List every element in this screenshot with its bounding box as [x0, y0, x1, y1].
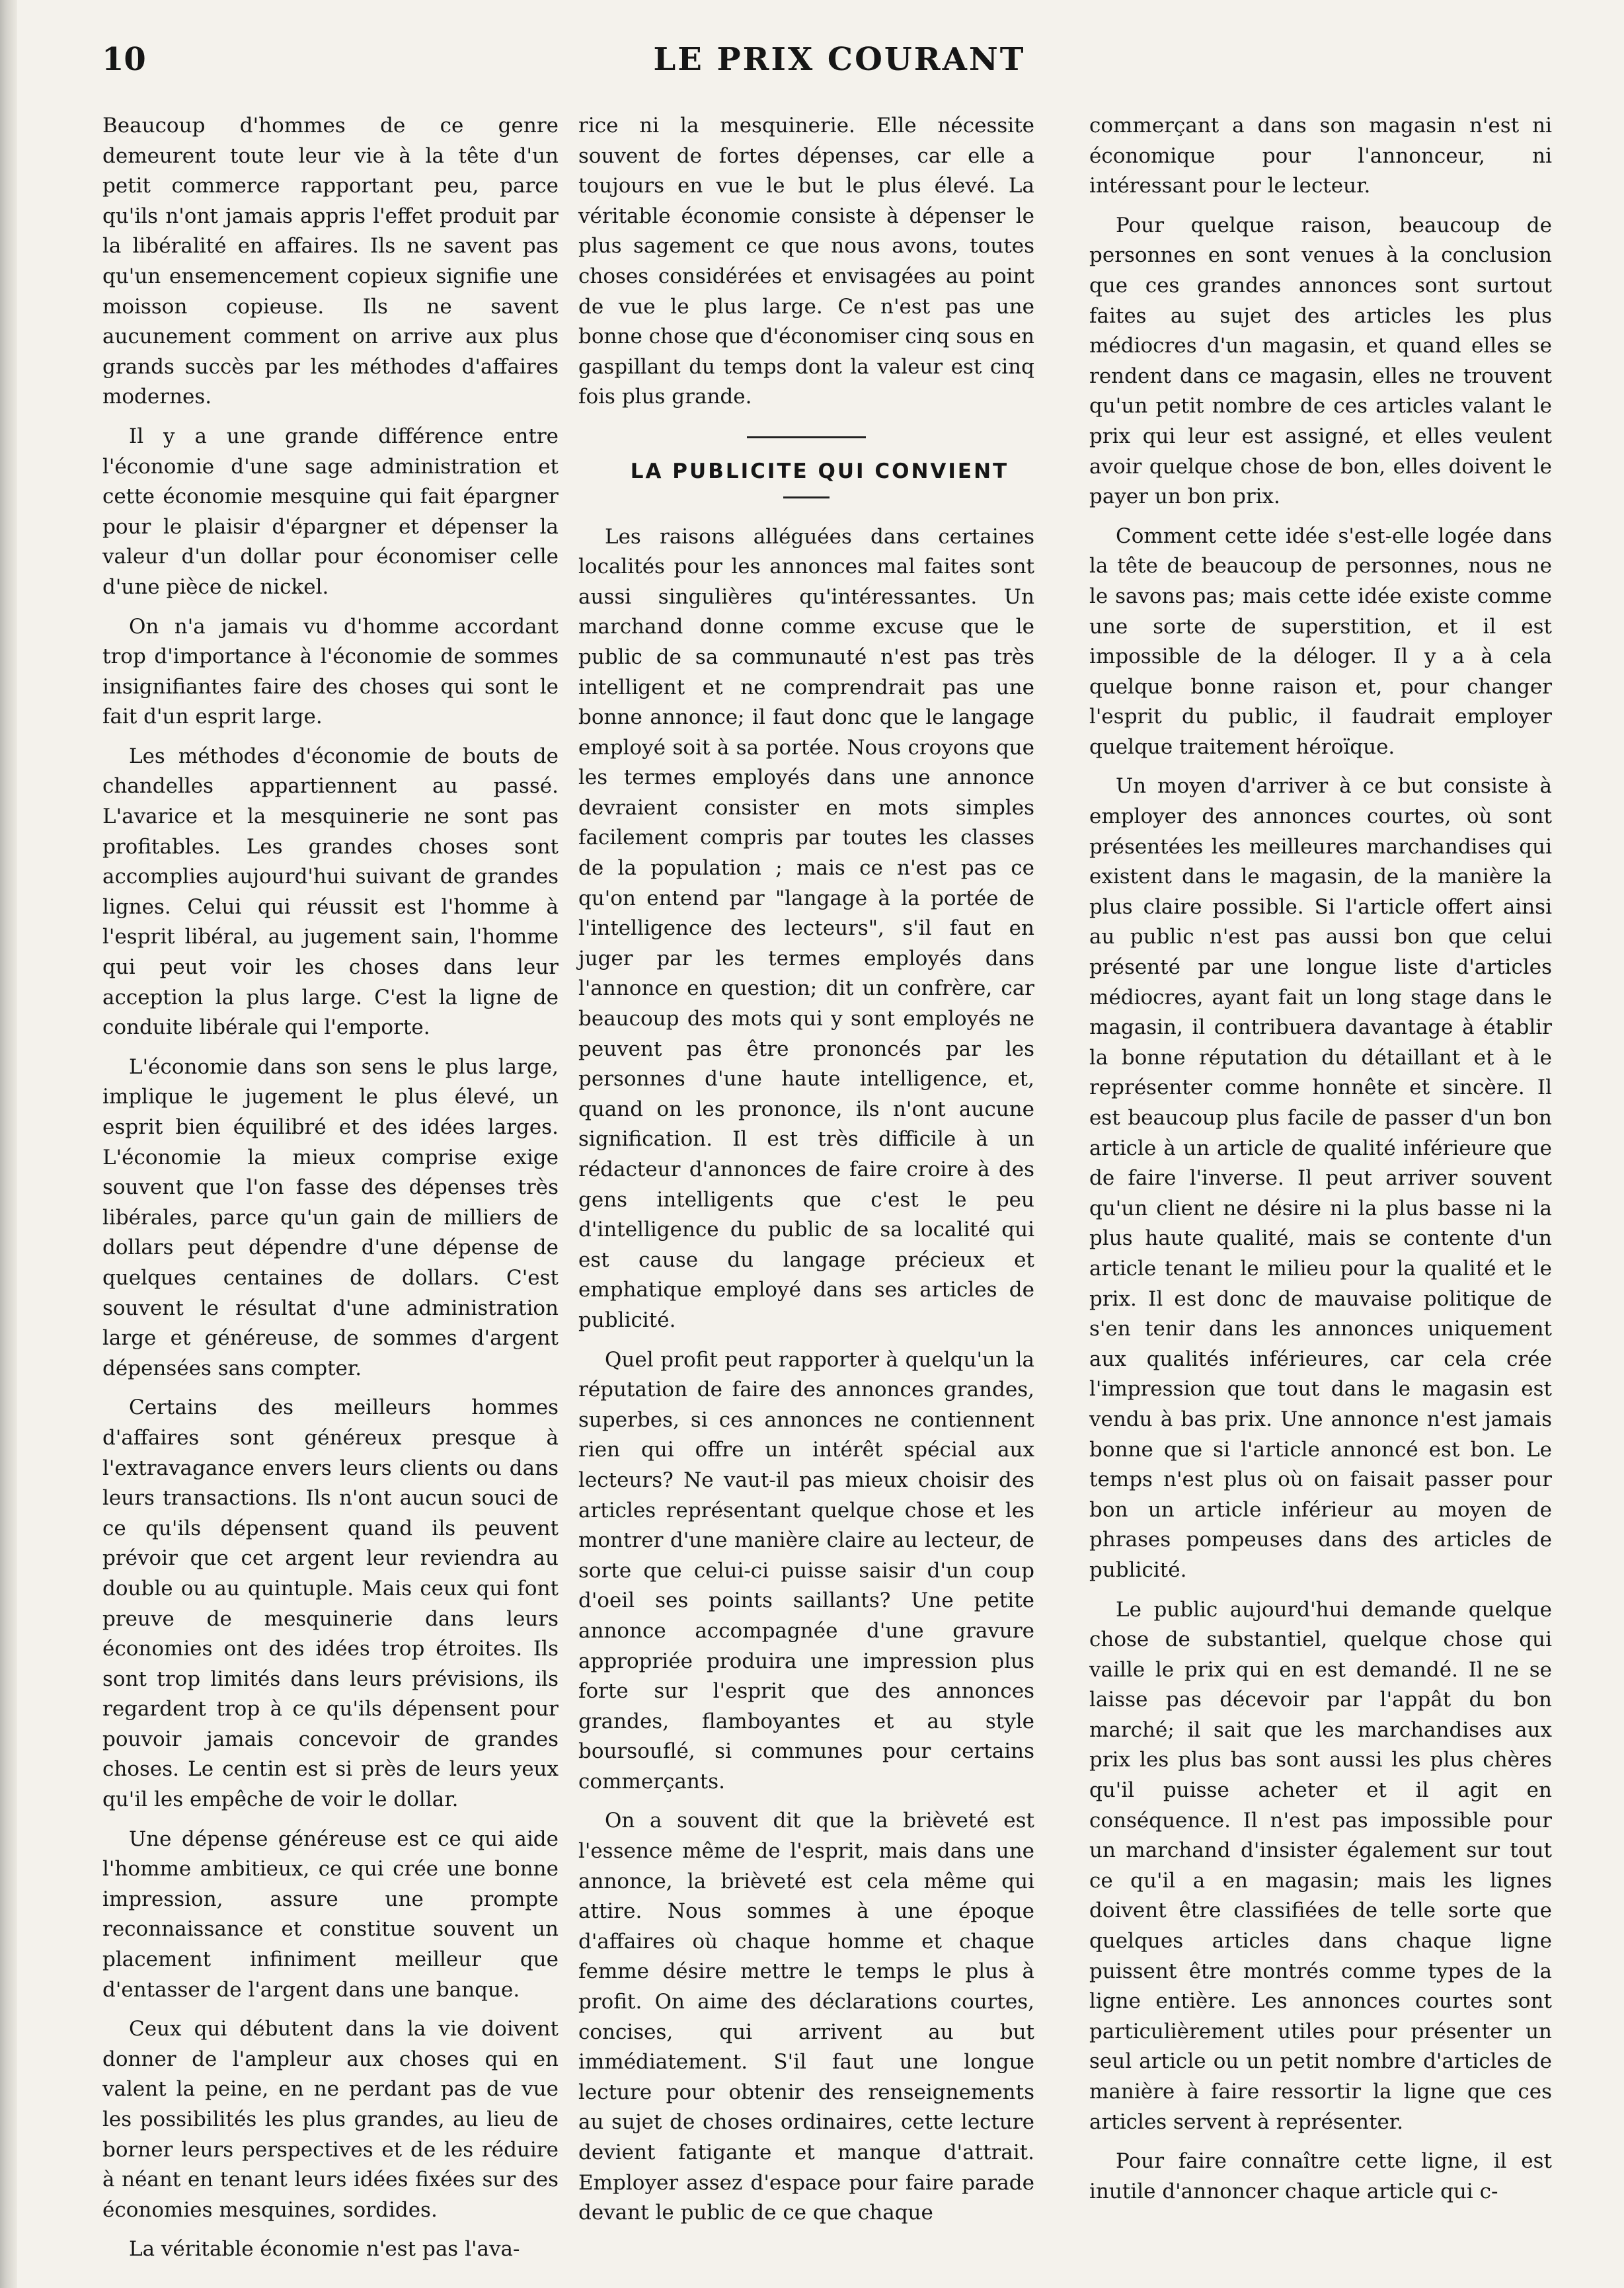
paragraph: Il y a une grande différence entre l'économie d'une sage administration et cette économie mesquine qui fait épargner pour le plaisir d'épargner et dépenser la valeur d'un dollar pour économiser celle d'une pièce de nickel.: [102, 424, 559, 599]
paragraph: L'économie dans son sens le plus large, implique le jugement le plus élevé, un esprit bien équilibré et des idées larges. L'économie la mieux comprise exige souvent que l'on fasse des dépenses très libérales, parce qu'un gain de milliers de dollars peut dépendre d'une dépense de quelques centaines de dollars. C'est souvent le résultat d'une administration large et généreuse, de sommes d'argent dépensées sans compter.: [102, 1054, 559, 1380]
paragraph: La véritable économie n'est pas l'ava-: [129, 2237, 520, 2262]
paragraph: Pour quelque raison, beaucoup de personnes en sont venues à la conclusion que ces grandes annonces sont surtout faites au sujet des articles les plus médiocres d'un magasin, et quand elles se rendent dans ce magasin, elles ne trouvent qu'un petit nombre de ces articles valant le prix qui leur est assigné, et elles veulent avoir quelque chose de bon, elles doivent le payer un bon prix.: [1089, 213, 1552, 509]
column-3: [1089, 111, 1552, 2216]
journal-title: LE PRIX COURANT: [653, 41, 1026, 78]
section-divider: [747, 436, 866, 438]
paragraph: On a souvent dit que la brièveté est l'essence même de l'esprit, mais dans une annonce, la brièveté est cela même qui attire. Nous sommes à une époque d'affaires où chaque homme et chaque femme désire mettre le temps le plus à profit. On aime des déclarations courtes, concises, qui arrivent au but immédiatement. S'il faut une longue lecture pour obtenir des renseignements au sujet de choses ordinaires, cette lecture devient fatigante et manque d'attrait. Employer assez d'espace pour faire parade devant le public de ce que chaque: [578, 1809, 1034, 2225]
paragraph: Quel profit peut rapporter à quelqu'un la réputation de faire des annonces grandes, superbes, si ces annonces ne contiennent rien qui offre un intérêt spécial aux lecteurs? Ne vaut-il pas mieux choisir des articles représentant quelque chose et les montrer d'une manière claire au lecteur, de sorte que celui-ci puisse saisir d'un coup d'oeil ses points saillants? Une petite annonce accompagnée d'une gravure appropriée produira une impression plus forte sur l'esprit que des annonces grandes, flamboyantes et au style boursouflé, si communes pour certains commerçants.: [578, 1347, 1034, 1794]
paragraph: Les méthodes d'économie de bouts de chandelles appartiennent au passé. L'avarice et la mesquinerie ne sont pas profitables. Les grandes choses sont accomplies aujourd'hui suivant de grandes lignes. Celui qui réussit est l'homme à l'esprit libéral, au jugement sain, l'homme qui peut voir les choses dans leur acception la plus large. C'est la ligne de conduite libérale qui l'emporte.: [102, 744, 559, 1040]
page-number: 10: [102, 41, 146, 78]
heading-underline: [783, 496, 830, 498]
paragraph: Ceux qui débutent dans la vie doivent donner de l'ampleur aux choses qui en valent la peine, en ne perdant pas de vue les possibilités les plus grandes, au lieu de borner leurs perspectives et de les réduire à néant en tenant leurs idées fixées sur des économies mesquines, sordides.: [102, 2017, 559, 2222]
paragraph: Certains des meilleurs hommes d'affaires sont généreux presque à l'extravagance envers leurs clients ou dans leurs transactions. Ils n'ont aucun souci de ce qu'ils dépensent quand ils peuvent prévoir que cet argent leur reviendra au double ou au quintuple. Mais ceux qui font preuve de mesquinerie dans leurs économies ont des idées trop étroites. Ils sont trop limités dans leurs prévisions, ils regardent trop à ce qu'ils dépensent pour pouvoir jamais concevoir de grandes choses. Le centin est si près de leurs yeux qu'il les empêche de voir le dollar.: [102, 1396, 559, 1812]
paragraph: Un moyen d'arriver à ce but consiste à employer des annonces courtes, où sont présentées les meilleures marchandises qui existent dans le magasin, de la manière la plus claire possible. Si l'article offert ainsi au public n'est pas aussi bon que celui présenté par une longue liste d'articles médiocres, ayant fait un long stage dans le magasin, il contribuera davantage à établir la bonne réputation du détaillant et à le représenter comme honnête et sincère. Il est beaucoup plus facile de passer d'un bon article à un article de qualité inférieure que de faire l'inverse. Il peut arriver souvent qu'un client ne désire ni la plus basse ni la plus haute qualité, mais se contente d'un article tenant le milieu pour la qualité et le prix. Il est donc de mauvaise politique de s'en tenir dans les annonces uniquement aux qualités inférieures, car cela crée l'impression que tout dans le magasin est vendu à bas prix. Une annonce n'est jamais bonne que si l'article annoncé est bon. Le temps n'est plus où on faisait passer pour bon un article inférieur au moyen de phrases pompeuses dans des articles de publicité.: [1089, 774, 1552, 1582]
paragraph: commerçant a dans son magasin n'est ni économique pour l'annonceur, ni intéressant pour le lecteur.: [1089, 114, 1552, 198]
paragraph: Les raisons alléguées dans certaines localités pour les annonces mal faites sont aussi singulières qu'intéressantes. Un marchand donne comme excuse que le public de sa communauté n'est pas très intelligent et ne comprendrait pas une bonne annonce; il faut donc que le langage employé soit à sa portée. Nous croyons que les termes employés dans une annonce devraient consister en mots simples facilement compris par toutes les classes de la population ; mais ce n'est pas ce qu'on entend par "langage à la portée de l'intelligence des lecteurs", s'il faut en juger par les termes employés dans l'annonce en question; dit un confrère, car beaucoup des mots qui y sont employés ne peuvent pas être prononcés par les personnes d'une haute intelligence, et, quand on les prononce, ils n'ont aucune signification. Il est très difficile à un rédacteur d'annonces de faire croire à des gens intelligents que c'est le peu d'intelligence du public de sa localité qui est cause du langage précieux et emphatique employé dans ses articles de publicité.: [578, 524, 1034, 1332]
paragraph: Une dépense généreuse est ce qui aide l'homme ambitieux, ce qui crée une bonne impression, assure une prompte reconnaissance et constitue souvent un placement infiniment meilleur que d'entasser de l'argent dans une banque.: [102, 1827, 559, 2002]
column-2: [578, 111, 1034, 2238]
paragraph: Le public aujourd'hui demande quelque chose de substantiel, quelque chose qui vaille le prix qui en est demandé. Il ne se laisse pas décevoir par l'appât du bon marché; il sait que les marchandises aux prix les plus bas sont aussi les plus chères qu'il puisse acheter et il agit en conséquence. Il n'est pas impossible pour un marchand d'insister également sur tout ce qu'il a en magasin; mais les lignes doivent être classifiées de telle sorte que quelques articles dans chaque ligne puissent être montrés comme types de la ligne entière. Les annonces courtes sont particulièrement utiles pour présenter un seul article ou un petit nombre d'articles de manière à faire ressortir la ligne que ces articles servent à représenter.: [1089, 1597, 1552, 2134]
paragraph: On n'a jamais vu d'homme accordant trop d'importance à l'économie de sommes insignifiantes faire des choses qui sont le fait d'un esprit large.: [102, 614, 559, 729]
paragraph: Pour faire connaître cette ligne, il est inutile d'annoncer chaque article qui c-: [1089, 2149, 1552, 2203]
paragraph: rice ni la mesquinerie. Elle nécessite souvent de fortes dépenses, car elle a toujours en vue le but le plus élevé. La véritable économie consiste à dépenser le plus sagement ce que nous avons, toutes choses considérées et envisagées au point de vue le plus large. Ce n'est pas une bonne chose que d'économiser cinq sous en gaspillant du temps dont la valeur est cinq fois plus grande.: [578, 114, 1034, 409]
section-heading: LA PUBLICITE QUI CONVIENT: [630, 459, 1009, 483]
column-1: [102, 111, 559, 2274]
running-head: [99, 41, 1580, 87]
paragraph: Comment cette idée s'est-elle logée dans la tête de beaucoup de personnes, nous ne le savons pas; mais cette idée existe comme une sorte de superstition, et il est impossible de la déloger. Il y a à cela quelque bonne raison et, pour changer l'esprit du public, il faudrait employer quelque traitement héroïque.: [1089, 524, 1552, 759]
scanned-page-edge: [0, 0, 17, 2288]
paragraph: Beaucoup d'hommes de ce genre demeurent toute leur vie à la tête d'un petit commerce rapportant peu, parce qu'ils n'ont jamais appris l'effet produit par la libéralité en affaires. Ils ne savent pas qu'un ensemencement copieux signifie une moisson copieuse. Ils ne savent aucunement comment on arrive aux plus grands succès par les méthodes d'affaires modernes.: [102, 114, 559, 409]
